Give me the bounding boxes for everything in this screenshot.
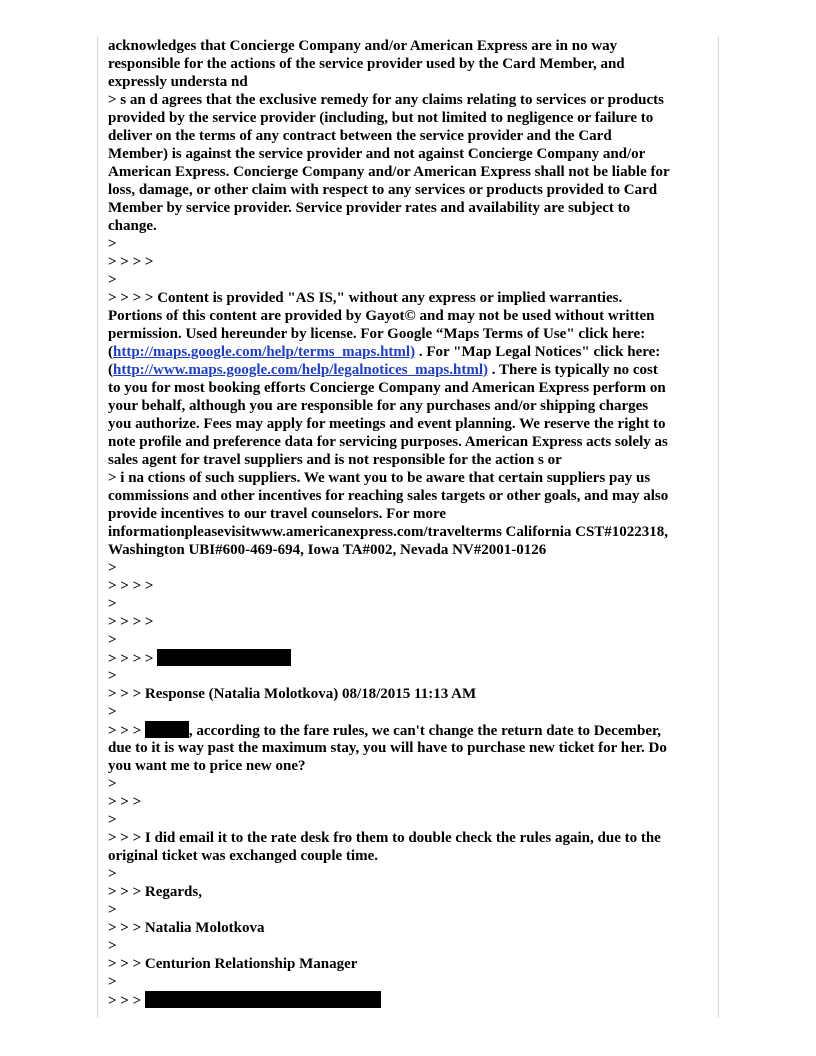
text-line	[108, 271, 710, 289]
text-line	[108, 793, 710, 811]
text-line	[108, 829, 710, 847]
line-text: > > > I did email it to the rate desk fro them to double check the rules again, due to the	[108, 830, 661, 846]
text-line	[108, 325, 710, 343]
line-text: >	[108, 272, 117, 288]
text-line	[108, 397, 710, 415]
line-text: , according to the fare rules, we can't change the return date to December,	[188, 723, 662, 739]
text-line	[108, 577, 710, 595]
text-line	[108, 55, 710, 73]
terms-link[interactable]: http://www.maps.google.com/help/legalnotices_maps.html)	[113, 362, 488, 378]
line-text: . There is typically no cost	[488, 362, 658, 378]
text-line	[108, 685, 710, 703]
text-line	[108, 649, 710, 667]
line-text: >	[108, 866, 117, 882]
line-text: (	[108, 362, 113, 378]
line-text: > > > Response (Natalia Molotkova) 08/18/2015 11:13 AM	[108, 686, 477, 702]
text-line	[108, 163, 710, 181]
line-text: American Express. Concierge Company and/or American Express shall not be liable for	[108, 164, 670, 180]
line-text: >	[108, 704, 117, 720]
text-line	[108, 901, 710, 919]
text-line	[108, 937, 710, 955]
line-text: >	[108, 632, 117, 648]
text-line	[108, 613, 710, 631]
line-text: > > > Natalia Molotkova	[108, 920, 265, 936]
line-text: >	[108, 812, 117, 828]
text-line	[108, 37, 710, 55]
line-text: Member by service provider. Service provider rates and availability are subject to	[108, 200, 631, 216]
line-text: >	[108, 974, 117, 990]
line-text: due to it is way past the maximum stay, you will have to purchase new ticket for her. Do	[108, 740, 667, 756]
line-text: > > > Regards,	[108, 884, 202, 900]
line-text: you want me to price new one?	[108, 758, 306, 774]
text-line	[108, 739, 710, 757]
line-text: Washington UBI#600-469-694, Iowa TA#002, Nevada NV#2001-0126	[108, 542, 547, 558]
line-text: responsible for the actions of the service provider used by the Card Member, and	[108, 56, 625, 72]
line-text: original ticket was exchanged couple time.	[108, 848, 378, 864]
line-text: > > >	[108, 723, 145, 739]
text-line	[108, 127, 710, 145]
text-line	[108, 811, 710, 829]
text-line	[108, 451, 710, 469]
line-text: > s an d agrees that the exclusive remedy for any claims relating to services or products	[108, 92, 664, 108]
text-line	[108, 469, 710, 487]
text-line	[108, 775, 710, 793]
line-text: >	[108, 902, 117, 918]
line-text: > > > Centurion Relationship Manager	[108, 956, 358, 972]
text-line	[108, 991, 710, 1009]
text-line	[108, 181, 710, 199]
line-text: sales agent for travel suppliers and is not responsible for the action s or	[108, 452, 562, 468]
text-line	[108, 253, 710, 271]
line-text: your behalf, although you are responsible for any purchases and/or shipping charges	[108, 398, 649, 414]
line-text: expressly understa nd	[108, 74, 248, 90]
line-text: you authorize. Fees may apply for meetings and event planning. We reserve the right to	[108, 416, 666, 432]
text-line	[108, 865, 710, 883]
line-text: (	[108, 344, 113, 360]
line-text: > > > >	[108, 651, 158, 667]
text-line	[108, 415, 710, 433]
line-text: > > >	[108, 993, 145, 1009]
text-line	[108, 505, 710, 523]
text-line	[108, 307, 710, 325]
redaction-bar	[145, 991, 381, 1008]
line-text: >	[108, 776, 117, 792]
line-text: > i na ctions of such suppliers. We want you to be aware that certain suppliers pay us	[108, 470, 651, 486]
text-line	[108, 973, 710, 991]
line-text: Portions of this content are provided by Gayot© and may not be used without written	[108, 308, 655, 324]
line-text: >	[108, 560, 117, 576]
line-text: > > > >	[108, 614, 154, 630]
text-line	[108, 91, 710, 109]
text-line	[108, 955, 710, 973]
text-line	[108, 235, 710, 253]
line-text: >	[108, 236, 117, 252]
text-line	[108, 289, 710, 307]
line-text: change.	[108, 218, 157, 234]
line-text: > > >	[108, 794, 142, 810]
text-line	[108, 847, 710, 865]
text-line	[108, 721, 710, 739]
text-line	[108, 199, 710, 217]
line-text: loss, damage, or other claim with respect to any services or products provided to Card	[108, 182, 658, 198]
line-text: to you for most booking efforts Concierge Company and American Express perform on	[108, 380, 666, 396]
line-text: provided by the service provider (including, but not limited to negligence or failure to	[108, 110, 654, 126]
line-text: note profile and preference data for servicing purposes. American Express acts solely as	[108, 434, 668, 450]
line-text: provide incentives to our travel counselors. For more	[108, 506, 447, 522]
line-text: . For "Map Legal Notices" click here:	[415, 344, 661, 360]
text-line	[108, 631, 710, 649]
text-line	[108, 541, 710, 559]
text-line	[108, 595, 710, 613]
line-text: > > > >	[108, 254, 154, 270]
text-line	[108, 919, 710, 937]
line-text: >	[108, 596, 117, 612]
text-line	[108, 523, 710, 541]
line-text: commissions and other incentives for reaching sales targets or other goals, and may also	[108, 488, 669, 504]
text-line	[108, 559, 710, 577]
text-line	[108, 703, 710, 721]
line-text: > > > >	[108, 578, 154, 594]
terms-link[interactable]: http://maps.google.com/help/terms_maps.html)	[113, 344, 416, 360]
line-text: >	[108, 668, 117, 684]
redaction-bar	[157, 649, 291, 666]
line-text: permission. Used hereunder by license. For Google “Maps Terms of Use" click here:	[108, 326, 646, 342]
text-line	[108, 883, 710, 901]
text-line	[108, 433, 710, 451]
text-line	[108, 379, 710, 397]
text-line	[108, 487, 710, 505]
line-text: deliver on the terms of any contract between the service provider and the Card	[108, 128, 612, 144]
line-text: > > > > Content is provided "AS IS," without any express or implied warranties.	[108, 290, 623, 306]
text-line	[108, 361, 710, 379]
text-line	[108, 145, 710, 163]
text-line	[108, 757, 710, 775]
line-text: informationpleasevisitwww.americanexpress.com/travelterms California CST#1022318,	[108, 524, 669, 540]
text-line	[108, 109, 710, 127]
text-line	[108, 667, 710, 685]
line-text: >	[108, 938, 117, 954]
text-line	[108, 217, 710, 235]
redaction-bar	[145, 721, 189, 738]
text-line	[108, 343, 710, 361]
line-text: Member) is against the service provider and not against Concierge Company and/or	[108, 146, 646, 162]
email-body	[108, 37, 710, 1009]
text-line	[108, 73, 710, 91]
line-text: acknowledges that Concierge Company and/or American Express are in no way	[108, 38, 618, 54]
